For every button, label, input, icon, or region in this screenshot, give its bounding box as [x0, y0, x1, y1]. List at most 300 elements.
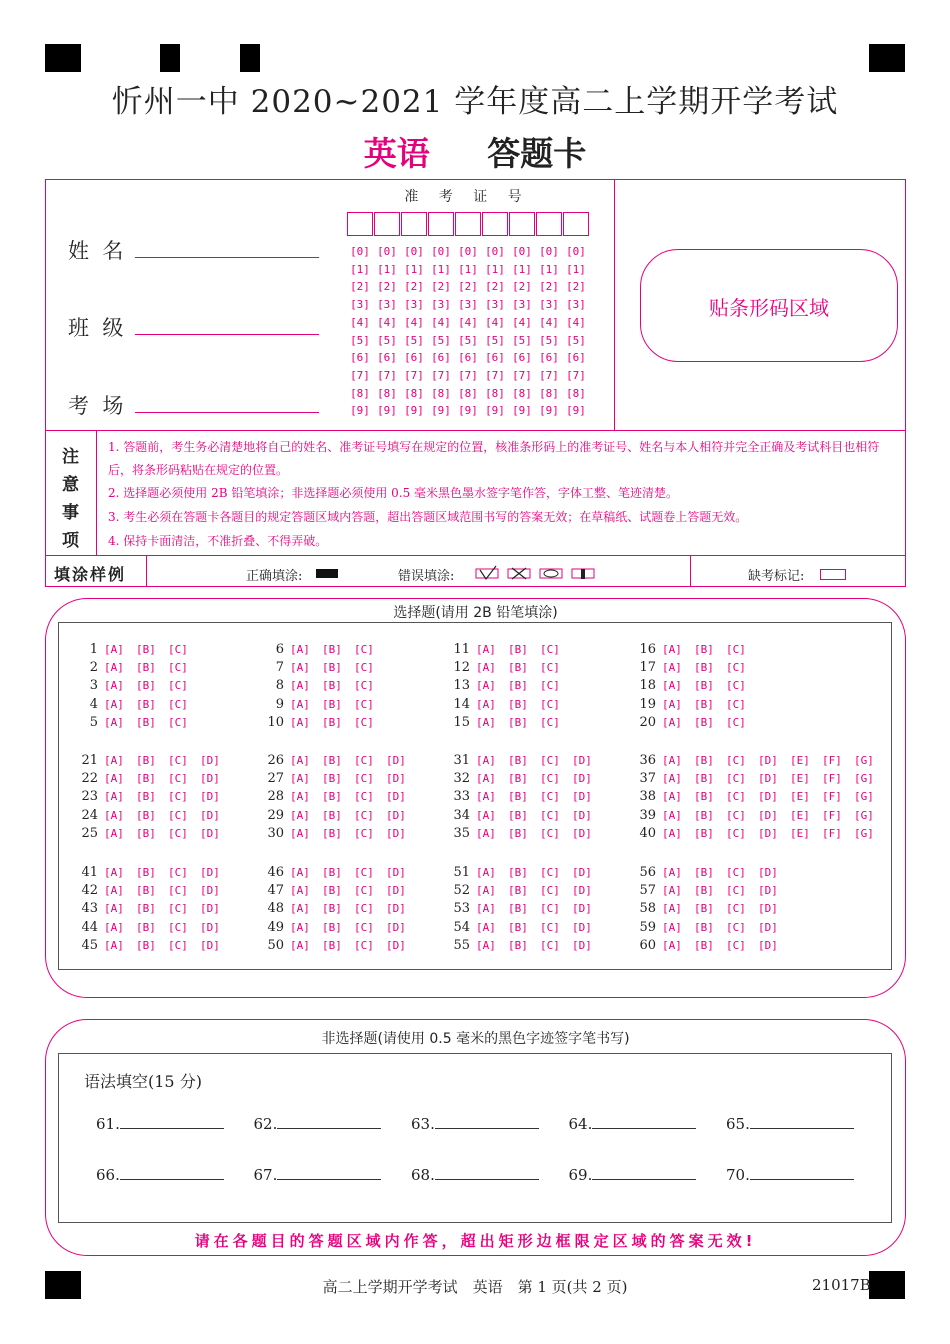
- id-digit-bubble[interactable]: [6]: [539, 351, 559, 365]
- answer-bubble[interactable]: [G]: [854, 772, 874, 786]
- id-digit-bubble[interactable]: [5]: [350, 333, 370, 347]
- id-digit-bubble[interactable]: [5]: [404, 333, 424, 347]
- answer-bubble[interactable]: [B]: [508, 715, 528, 729]
- answer-bubble[interactable]: [A]: [104, 697, 124, 711]
- id-digit-bubble[interactable]: [8]: [485, 386, 505, 400]
- id-digit-bubble[interactable]: [2]: [566, 280, 586, 294]
- id-digit-bubble[interactable]: [3]: [458, 298, 478, 312]
- id-digit-bubble[interactable]: [6]: [458, 351, 478, 365]
- name-field[interactable]: 姓 名: [68, 235, 319, 265]
- answer-bubble[interactable]: [D]: [386, 902, 406, 916]
- answer-bubble[interactable]: [A]: [104, 643, 124, 656]
- answer-bubble[interactable]: [A]: [476, 679, 496, 693]
- blank-line[interactable]: [120, 1116, 224, 1129]
- blank-line[interactable]: [592, 1116, 696, 1129]
- answer-bubble[interactable]: [B]: [694, 866, 714, 879]
- id-digit-bubble[interactable]: [1]: [539, 262, 559, 276]
- answer-bubble[interactable]: [C]: [726, 679, 746, 693]
- answer-bubble[interactable]: [B]: [136, 902, 156, 916]
- id-digit-bubble[interactable]: [5]: [458, 333, 478, 347]
- blank-line[interactable]: [120, 1167, 224, 1180]
- id-digit-cell[interactable]: [347, 212, 373, 236]
- answer-bubble[interactable]: [F]: [822, 826, 842, 840]
- answer-bubble[interactable]: [C]: [540, 808, 560, 822]
- answer-bubble[interactable]: [G]: [854, 826, 874, 840]
- answer-bubble[interactable]: [A]: [104, 790, 124, 804]
- answer-bubble[interactable]: [C]: [726, 661, 746, 675]
- answer-bubble[interactable]: [A]: [662, 679, 682, 693]
- blank-line[interactable]: [750, 1167, 854, 1180]
- id-digit-bubble[interactable]: [7]: [431, 368, 451, 382]
- answer-bubble[interactable]: [B]: [694, 790, 714, 804]
- answer-blank[interactable]: [569, 1115, 697, 1133]
- answer-bubble[interactable]: [A]: [104, 679, 124, 693]
- answer-bubble[interactable]: [F]: [822, 808, 842, 822]
- answer-bubble[interactable]: [F]: [822, 754, 842, 767]
- answer-bubble[interactable]: [A]: [104, 661, 124, 675]
- answer-bubble[interactable]: [D]: [572, 772, 592, 786]
- answer-bubble[interactable]: [C]: [168, 884, 188, 898]
- id-digit-bubble[interactable]: [7]: [485, 368, 505, 382]
- id-digit-cell[interactable]: [455, 212, 481, 236]
- answer-bubble[interactable]: [A]: [104, 920, 124, 934]
- id-digit-bubble[interactable]: [4]: [404, 315, 424, 329]
- id-digit-cell[interactable]: [428, 212, 454, 236]
- id-digit-bubble[interactable]: [0]: [350, 245, 370, 258]
- answer-bubble[interactable]: [C]: [168, 866, 188, 879]
- answer-bubble[interactable]: [A]: [662, 902, 682, 916]
- answer-bubble[interactable]: [C]: [726, 826, 746, 840]
- id-digit-bubble[interactable]: [1]: [350, 262, 370, 276]
- id-digit-bubble[interactable]: [5]: [566, 333, 586, 347]
- id-digit-bubble[interactable]: [3]: [377, 298, 397, 312]
- answer-bubble[interactable]: [A]: [290, 938, 310, 952]
- answer-bubble[interactable]: [D]: [200, 790, 220, 804]
- id-digit-bubble[interactable]: [4]: [431, 315, 451, 329]
- answer-bubble[interactable]: [B]: [322, 697, 342, 711]
- answer-bubble[interactable]: [D]: [758, 902, 778, 916]
- id-digit-bubble[interactable]: [2]: [431, 280, 451, 294]
- id-digit-bubble[interactable]: [8]: [539, 386, 559, 400]
- id-digit-bubble[interactable]: [4]: [485, 315, 505, 329]
- id-digit-bubble[interactable]: [6]: [566, 351, 586, 365]
- id-digit-bubble[interactable]: [3]: [539, 298, 559, 312]
- answer-bubble[interactable]: [D]: [200, 866, 220, 879]
- id-digit-cell[interactable]: [401, 212, 427, 236]
- answer-bubble[interactable]: [C]: [354, 826, 374, 840]
- id-digit-bubble[interactable]: [4]: [350, 315, 370, 329]
- answer-bubble[interactable]: [A]: [662, 754, 682, 767]
- answer-bubble[interactable]: [D]: [572, 884, 592, 898]
- id-digit-bubble[interactable]: [3]: [566, 298, 586, 312]
- answer-bubble[interactable]: [B]: [508, 902, 528, 916]
- answer-bubble[interactable]: [B]: [322, 920, 342, 934]
- answer-bubble[interactable]: [A]: [104, 902, 124, 916]
- answer-bubble[interactable]: [A]: [104, 808, 124, 822]
- answer-bubble[interactable]: [A]: [476, 826, 496, 840]
- id-digit-bubble[interactable]: [9]: [431, 404, 451, 418]
- answer-bubble[interactable]: [C]: [354, 715, 374, 729]
- answer-bubble[interactable]: [A]: [290, 697, 310, 711]
- answer-bubble[interactable]: [B]: [136, 697, 156, 711]
- answer-bubble[interactable]: [D]: [572, 902, 592, 916]
- answer-bubble[interactable]: [A]: [290, 808, 310, 822]
- answer-bubble[interactable]: [A]: [476, 884, 496, 898]
- id-digit-cell[interactable]: [563, 212, 589, 236]
- answer-bubble[interactable]: [B]: [508, 884, 528, 898]
- answer-bubble[interactable]: [D]: [386, 772, 406, 786]
- blank-line[interactable]: [277, 1116, 381, 1129]
- id-digit-bubble[interactable]: [2]: [512, 280, 532, 294]
- answer-bubble[interactable]: [E]: [790, 808, 810, 822]
- id-digit-cell[interactable]: [482, 212, 508, 236]
- id-digit-bubble[interactable]: [5]: [539, 333, 559, 347]
- answer-bubble[interactable]: [B]: [136, 754, 156, 767]
- id-digit-bubble[interactable]: [9]: [512, 404, 532, 418]
- answer-bubble[interactable]: [B]: [508, 697, 528, 711]
- answer-bubble[interactable]: [C]: [726, 938, 746, 952]
- answer-bubble[interactable]: [B]: [136, 661, 156, 675]
- id-digit-bubble[interactable]: [9]: [566, 404, 586, 418]
- id-digit-bubble[interactable]: [7]: [350, 368, 370, 382]
- answer-bubble[interactable]: [C]: [168, 697, 188, 711]
- answer-bubble[interactable]: [A]: [662, 643, 682, 656]
- id-digit-bubble[interactable]: [0]: [458, 245, 478, 258]
- answer-bubble[interactable]: [C]: [354, 754, 374, 767]
- answer-bubble[interactable]: [B]: [508, 920, 528, 934]
- answer-bubble[interactable]: [C]: [354, 884, 374, 898]
- answer-bubble[interactable]: [D]: [200, 938, 220, 952]
- answer-bubble[interactable]: [B]: [322, 661, 342, 675]
- answer-bubble[interactable]: [A]: [476, 772, 496, 786]
- absent-mark-box[interactable]: [820, 569, 846, 580]
- answer-bubble[interactable]: [B]: [694, 826, 714, 840]
- answer-bubble[interactable]: [C]: [354, 643, 374, 656]
- answer-bubble[interactable]: [C]: [540, 772, 560, 786]
- answer-bubble[interactable]: [D]: [200, 808, 220, 822]
- id-digit-bubble[interactable]: [1]: [485, 262, 505, 276]
- answer-bubble[interactable]: [D]: [758, 790, 778, 804]
- answer-bubble[interactable]: [E]: [790, 754, 810, 767]
- answer-bubble[interactable]: [A]: [476, 920, 496, 934]
- answer-bubble[interactable]: [E]: [790, 826, 810, 840]
- id-digit-bubble[interactable]: [3]: [485, 298, 505, 312]
- answer-bubble[interactable]: [A]: [290, 826, 310, 840]
- id-digit-bubble[interactable]: [2]: [404, 280, 424, 294]
- answer-bubble[interactable]: [C]: [354, 772, 374, 786]
- id-digit-bubble[interactable]: [0]: [566, 245, 586, 258]
- answer-bubble[interactable]: [G]: [854, 790, 874, 804]
- answer-bubble[interactable]: [C]: [540, 697, 560, 711]
- answer-bubble[interactable]: [C]: [168, 920, 188, 934]
- answer-bubble[interactable]: [A]: [476, 715, 496, 729]
- id-digit-bubble[interactable]: [6]: [404, 351, 424, 365]
- id-digit-bubble[interactable]: [9]: [485, 404, 505, 418]
- id-digit-bubble[interactable]: [0]: [431, 245, 451, 258]
- answer-bubble[interactable]: [D]: [572, 920, 592, 934]
- answer-bubble[interactable]: [B]: [322, 772, 342, 786]
- answer-bubble[interactable]: [C]: [354, 790, 374, 804]
- answer-bubble[interactable]: [A]: [290, 920, 310, 934]
- answer-bubble[interactable]: [C]: [540, 679, 560, 693]
- answer-bubble[interactable]: [B]: [694, 884, 714, 898]
- answer-bubble[interactable]: [C]: [168, 902, 188, 916]
- id-digit-bubble[interactable]: [2]: [350, 280, 370, 294]
- id-digit-bubble[interactable]: [7]: [512, 368, 532, 382]
- answer-bubble[interactable]: [A]: [662, 715, 682, 729]
- id-digit-bubble[interactable]: [9]: [539, 404, 559, 418]
- id-digit-bubble[interactable]: [6]: [485, 351, 505, 365]
- answer-bubble[interactable]: [B]: [322, 643, 342, 656]
- answer-bubble[interactable]: [A]: [476, 790, 496, 804]
- answer-bubble[interactable]: [E]: [790, 790, 810, 804]
- answer-bubble[interactable]: [C]: [168, 754, 188, 767]
- answer-bubble[interactable]: [D]: [200, 772, 220, 786]
- answer-bubble[interactable]: [A]: [476, 902, 496, 916]
- answer-bubble[interactable]: [C]: [354, 920, 374, 934]
- answer-bubble[interactable]: [A]: [662, 808, 682, 822]
- room-field[interactable]: 考 场: [68, 390, 319, 420]
- answer-blank[interactable]: [254, 1166, 382, 1184]
- answer-bubble[interactable]: [C]: [726, 808, 746, 822]
- answer-blank[interactable]: [411, 1115, 539, 1133]
- answer-bubble[interactable]: [C]: [540, 790, 560, 804]
- answer-blank[interactable]: [726, 1166, 854, 1184]
- id-digit-bubble[interactable]: [1]: [377, 262, 397, 276]
- answer-bubble[interactable]: [D]: [758, 938, 778, 952]
- answer-bubble[interactable]: [B]: [322, 790, 342, 804]
- blank-line[interactable]: [592, 1167, 696, 1180]
- answer-bubble[interactable]: [B]: [694, 715, 714, 729]
- answer-bubble[interactable]: [C]: [354, 661, 374, 675]
- answer-bubble[interactable]: [D]: [758, 826, 778, 840]
- id-digit-cell[interactable]: [509, 212, 535, 236]
- answer-bubble[interactable]: [C]: [540, 938, 560, 952]
- answer-bubble[interactable]: [G]: [854, 754, 874, 767]
- answer-bubble[interactable]: [A]: [476, 661, 496, 675]
- answer-bubble[interactable]: [C]: [540, 902, 560, 916]
- answer-bubble[interactable]: [A]: [290, 884, 310, 898]
- answer-bubble[interactable]: [B]: [694, 808, 714, 822]
- id-digit-bubble[interactable]: [8]: [566, 386, 586, 400]
- id-digit-bubble[interactable]: [5]: [431, 333, 451, 347]
- answer-bubble[interactable]: [B]: [136, 679, 156, 693]
- answer-bubble[interactable]: [A]: [662, 772, 682, 786]
- id-digit-bubble[interactable]: [3]: [350, 298, 370, 312]
- answer-bubble[interactable]: [C]: [168, 661, 188, 675]
- id-digit-bubble[interactable]: [3]: [512, 298, 532, 312]
- answer-bubble[interactable]: [C]: [726, 643, 746, 656]
- answer-bubble[interactable]: [B]: [136, 826, 156, 840]
- answer-bubble[interactable]: [B]: [508, 679, 528, 693]
- answer-bubble[interactable]: [B]: [508, 790, 528, 804]
- answer-bubble[interactable]: [C]: [354, 808, 374, 822]
- answer-bubble[interactable]: [B]: [322, 902, 342, 916]
- answer-bubble[interactable]: [C]: [540, 866, 560, 879]
- answer-bubble[interactable]: [A]: [662, 866, 682, 879]
- answer-bubble[interactable]: [A]: [290, 790, 310, 804]
- id-digit-bubble[interactable]: [6]: [431, 351, 451, 365]
- id-digit-bubble[interactable]: [3]: [431, 298, 451, 312]
- answer-bubble[interactable]: [D]: [758, 808, 778, 822]
- answer-bubble[interactable]: [C]: [540, 754, 560, 767]
- answer-bubble[interactable]: [A]: [104, 754, 124, 767]
- answer-bubble[interactable]: [A]: [662, 661, 682, 675]
- id-digit-bubble[interactable]: [8]: [404, 386, 424, 400]
- answer-bubble[interactable]: [B]: [508, 826, 528, 840]
- answer-bubble[interactable]: [B]: [136, 938, 156, 952]
- answer-bubble[interactable]: [B]: [136, 715, 156, 729]
- answer-bubble[interactable]: [C]: [726, 920, 746, 934]
- answer-bubble[interactable]: [D]: [572, 754, 592, 767]
- answer-bubble[interactable]: [C]: [540, 715, 560, 729]
- answer-bubble[interactable]: [A]: [476, 938, 496, 952]
- id-digit-bubble[interactable]: [1]: [512, 262, 532, 276]
- id-digit-bubble[interactable]: [8]: [458, 386, 478, 400]
- id-digit-bubble[interactable]: [4]: [458, 315, 478, 329]
- blank-line[interactable]: [750, 1116, 854, 1129]
- answer-bubble[interactable]: [C]: [168, 715, 188, 729]
- id-digit-bubble[interactable]: [7]: [458, 368, 478, 382]
- answer-bubble[interactable]: [A]: [662, 697, 682, 711]
- answer-blank[interactable]: [569, 1166, 697, 1184]
- id-digit-bubble[interactable]: [7]: [377, 368, 397, 382]
- id-digit-bubble[interactable]: [0]: [512, 245, 532, 258]
- answer-bubble[interactable]: [D]: [386, 790, 406, 804]
- answer-bubble[interactable]: [C]: [726, 884, 746, 898]
- id-digit-bubble[interactable]: [6]: [512, 351, 532, 365]
- answer-bubble[interactable]: [C]: [726, 715, 746, 729]
- answer-bubble[interactable]: [A]: [662, 920, 682, 934]
- id-digit-bubble[interactable]: [3]: [404, 298, 424, 312]
- id-digit-cell[interactable]: [374, 212, 400, 236]
- answer-bubble[interactable]: [A]: [476, 697, 496, 711]
- answer-bubble[interactable]: [A]: [476, 866, 496, 879]
- answer-bubble[interactable]: [D]: [758, 772, 778, 786]
- answer-bubble[interactable]: [A]: [290, 902, 310, 916]
- answer-bubble[interactable]: [B]: [136, 866, 156, 879]
- answer-bubble[interactable]: [D]: [386, 866, 406, 879]
- id-digit-bubble[interactable]: [4]: [566, 315, 586, 329]
- answer-bubble[interactable]: [B]: [694, 938, 714, 952]
- id-digit-bubble[interactable]: [5]: [512, 333, 532, 347]
- answer-bubble[interactable]: [C]: [540, 661, 560, 675]
- answer-bubble[interactable]: [D]: [200, 902, 220, 916]
- id-digit-bubble[interactable]: [2]: [485, 280, 505, 294]
- id-digit-bubble[interactable]: [5]: [377, 333, 397, 347]
- id-digit-bubble[interactable]: [7]: [404, 368, 424, 382]
- answer-bubble[interactable]: [D]: [572, 826, 592, 840]
- answer-bubble[interactable]: [A]: [290, 643, 310, 656]
- answer-bubble[interactable]: [B]: [694, 902, 714, 916]
- answer-bubble[interactable]: [A]: [104, 938, 124, 952]
- answer-bubble[interactable]: [B]: [136, 772, 156, 786]
- answer-blank[interactable]: [254, 1115, 382, 1133]
- answer-bubble[interactable]: [B]: [694, 661, 714, 675]
- answer-bubble[interactable]: [D]: [386, 754, 406, 767]
- answer-bubble[interactable]: [B]: [508, 754, 528, 767]
- answer-bubble[interactable]: [B]: [694, 772, 714, 786]
- id-digit-bubble[interactable]: [9]: [377, 404, 397, 418]
- answer-bubble[interactable]: [D]: [758, 920, 778, 934]
- id-digit-bubble[interactable]: [8]: [377, 386, 397, 400]
- answer-bubble[interactable]: [C]: [540, 643, 560, 656]
- answer-bubble[interactable]: [C]: [168, 772, 188, 786]
- answer-bubble[interactable]: [D]: [200, 920, 220, 934]
- answer-bubble[interactable]: [C]: [354, 679, 374, 693]
- answer-bubble[interactable]: [B]: [322, 715, 342, 729]
- id-digit-bubble[interactable]: [0]: [377, 245, 397, 258]
- answer-bubble[interactable]: [C]: [540, 884, 560, 898]
- id-digit-bubble[interactable]: [1]: [404, 262, 424, 276]
- answer-bubble[interactable]: [D]: [572, 790, 592, 804]
- answer-bubble[interactable]: [D]: [386, 920, 406, 934]
- id-digit-bubble[interactable]: [6]: [377, 351, 397, 365]
- id-digit-bubble[interactable]: [2]: [539, 280, 559, 294]
- id-digit-bubble[interactable]: [4]: [377, 315, 397, 329]
- blank-line[interactable]: [435, 1167, 539, 1180]
- answer-bubble[interactable]: [C]: [168, 679, 188, 693]
- answer-bubble[interactable]: [A]: [104, 772, 124, 786]
- id-digit-bubble[interactable]: [1]: [458, 262, 478, 276]
- answer-bubble[interactable]: [B]: [136, 790, 156, 804]
- id-digit-bubble[interactable]: [5]: [485, 333, 505, 347]
- answer-blank[interactable]: [96, 1115, 224, 1133]
- answer-bubble[interactable]: [C]: [726, 772, 746, 786]
- id-digit-bubble[interactable]: [1]: [431, 262, 451, 276]
- answer-bubble[interactable]: [C]: [726, 790, 746, 804]
- answer-bubble[interactable]: [A]: [290, 772, 310, 786]
- answer-bubble[interactable]: [B]: [508, 643, 528, 656]
- answer-blank[interactable]: [726, 1115, 854, 1133]
- answer-bubble[interactable]: [D]: [572, 808, 592, 822]
- answer-bubble[interactable]: [B]: [322, 938, 342, 952]
- blank-line[interactable]: [277, 1167, 381, 1180]
- answer-bubble[interactable]: [C]: [726, 866, 746, 879]
- answer-bubble[interactable]: [B]: [508, 808, 528, 822]
- answer-bubble[interactable]: [C]: [726, 754, 746, 767]
- id-digit-bubble[interactable]: [8]: [512, 386, 532, 400]
- blank-line[interactable]: [435, 1116, 539, 1129]
- id-digit-cell[interactable]: [536, 212, 562, 236]
- answer-bubble[interactable]: [A]: [104, 866, 124, 879]
- answer-bubble[interactable]: [A]: [662, 938, 682, 952]
- answer-bubble[interactable]: [A]: [290, 754, 310, 767]
- answer-bubble[interactable]: [B]: [694, 920, 714, 934]
- answer-bubble[interactable]: [B]: [694, 679, 714, 693]
- answer-bubble[interactable]: [D]: [200, 884, 220, 898]
- answer-bubble[interactable]: [B]: [322, 808, 342, 822]
- answer-bubble[interactable]: [D]: [572, 938, 592, 952]
- id-digit-bubble[interactable]: [8]: [431, 386, 451, 400]
- answer-bubble[interactable]: [B]: [694, 754, 714, 767]
- answer-bubble[interactable]: [B]: [136, 884, 156, 898]
- answer-bubble[interactable]: [A]: [104, 826, 124, 840]
- answer-bubble[interactable]: [D]: [386, 938, 406, 952]
- id-digit-bubble[interactable]: [7]: [539, 368, 559, 382]
- answer-bubble[interactable]: [A]: [662, 826, 682, 840]
- answer-bubble[interactable]: [A]: [476, 808, 496, 822]
- answer-bubble[interactable]: [B]: [322, 826, 342, 840]
- answer-bubble[interactable]: [E]: [790, 772, 810, 786]
- id-digit-bubble[interactable]: [2]: [458, 280, 478, 294]
- answer-bubble[interactable]: [D]: [386, 884, 406, 898]
- id-digit-bubble[interactable]: [8]: [350, 386, 370, 400]
- class-field[interactable]: 班 级: [68, 312, 319, 342]
- id-digit-bubble[interactable]: [4]: [539, 315, 559, 329]
- answer-bubble[interactable]: [A]: [662, 884, 682, 898]
- id-digit-bubble[interactable]: [0]: [539, 245, 559, 258]
